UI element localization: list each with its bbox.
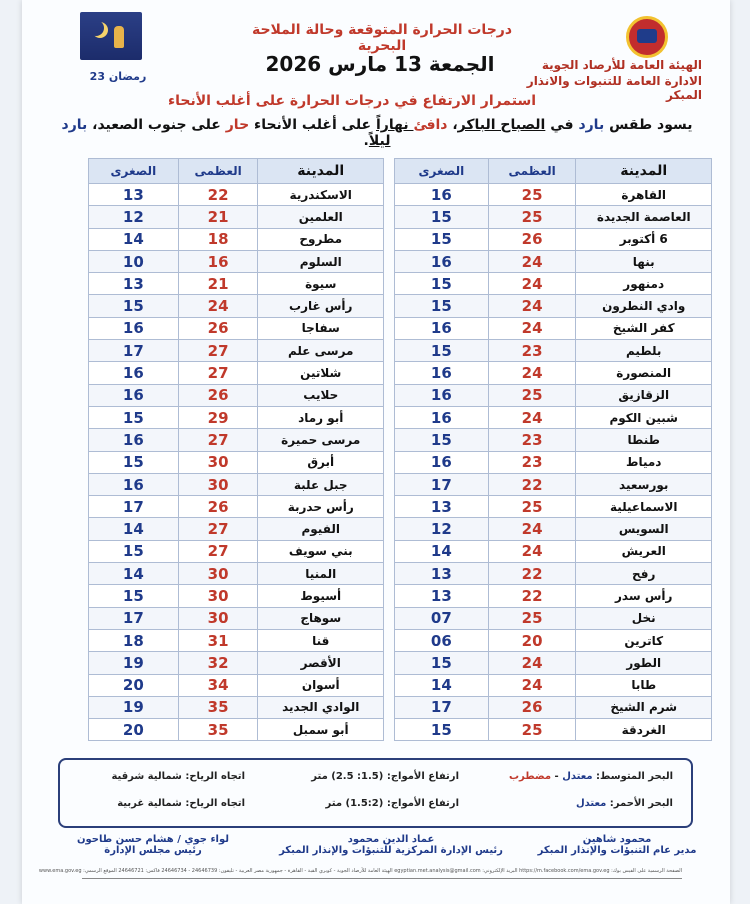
table-row	[89, 652, 384, 674]
min-temp: 20	[89, 674, 179, 696]
table-row	[89, 674, 384, 696]
max-temp: 24	[178, 295, 258, 317]
table-row	[395, 563, 712, 585]
table-row	[89, 473, 384, 495]
table-row	[395, 629, 712, 651]
max-temp: 21	[178, 273, 258, 295]
table-row	[89, 206, 384, 228]
city-name: شلاتين	[258, 362, 384, 384]
table-row	[89, 340, 384, 362]
city-name: كاترين	[576, 629, 712, 651]
table-row	[395, 496, 712, 518]
bulletin-date: الجمعة 13 مارس 2026	[265, 52, 495, 76]
min-temp: 10	[89, 250, 179, 272]
ema-logo	[626, 16, 668, 58]
desc-hot-word: حار	[225, 117, 250, 133]
max-temp: 24	[488, 362, 576, 384]
max-header: العظمى	[488, 159, 576, 184]
right-city-table	[394, 158, 712, 741]
max-temp: 30	[178, 607, 258, 629]
max-temp: 26	[488, 228, 576, 250]
city-name: سيوة	[258, 273, 384, 295]
table-row	[89, 496, 384, 518]
department-name: الادارة العامة للتنبوات والانذار المبكر	[526, 74, 702, 102]
min-temp: 16	[395, 250, 489, 272]
signature-forecast-director	[522, 834, 712, 856]
med-state-rough: مضطرب	[509, 771, 552, 782]
table-row	[395, 429, 712, 451]
city-name: قنا	[258, 629, 384, 651]
min-temp: 15	[89, 406, 179, 428]
city-name: دمياط	[576, 451, 712, 473]
min-temp: 06	[395, 629, 489, 651]
table-row	[395, 406, 712, 428]
city-name: مرسى حميرة	[258, 429, 384, 451]
max-temp: 23	[488, 451, 576, 473]
min-temp: 16	[395, 384, 489, 406]
city-name: 6 أكتوبر	[576, 228, 712, 250]
table-row	[395, 719, 712, 741]
sea-conditions-box	[58, 758, 693, 828]
max-temp: 24	[488, 273, 576, 295]
mediterranean-wind: اتجاه الرياح: شمالية شرقية	[111, 771, 245, 782]
min-temp: 12	[89, 206, 179, 228]
city-name: رأس حدربة	[258, 496, 384, 518]
city-name: مرسى علم	[258, 340, 384, 362]
table-row	[395, 696, 712, 718]
min-temp: 16	[395, 184, 489, 206]
max-temp: 24	[488, 317, 576, 339]
city-name: بورسعيد	[576, 473, 712, 495]
table-row	[395, 206, 712, 228]
min-temp: 15	[89, 295, 179, 317]
city-name: بني سويف	[258, 540, 384, 562]
desc-text: على جنوب الصعيد،	[87, 117, 226, 133]
max-temp: 26	[178, 384, 258, 406]
table-row	[395, 540, 712, 562]
table-row	[89, 719, 384, 741]
city-header: المدينة	[576, 159, 712, 184]
table-header-row	[395, 159, 712, 184]
city-name: أبو رماد	[258, 406, 384, 428]
table-row	[395, 607, 712, 629]
max-temp: 24	[488, 518, 576, 540]
max-temp: 24	[488, 406, 576, 428]
table-row	[395, 384, 712, 406]
max-temp: 20	[488, 629, 576, 651]
city-name: الاسماعيلية	[576, 496, 712, 518]
city-name: العاصمة الجديدة	[576, 206, 712, 228]
red-sea-state-moderate: معتدل	[575, 798, 607, 809]
min-temp: 16	[89, 362, 179, 384]
table-row	[89, 384, 384, 406]
table-row	[395, 317, 712, 339]
min-temp: 16	[89, 429, 179, 451]
table-header-row	[89, 159, 384, 184]
max-header: العظمى	[178, 159, 258, 184]
city-name: شرم الشيخ	[576, 696, 712, 718]
city-name: الزقازيق	[576, 384, 712, 406]
max-temp: 24	[488, 652, 576, 674]
max-temp: 25	[488, 607, 576, 629]
bulletin-page	[22, 0, 730, 904]
desc-warm-word: دافئ	[413, 117, 448, 133]
table-row	[89, 518, 384, 540]
max-temp: 21	[178, 206, 258, 228]
signature-name: لواء جوي / هشام حسن طاحون	[76, 834, 230, 845]
table-row	[89, 362, 384, 384]
table-row	[89, 184, 384, 206]
min-header: الصغرى	[395, 159, 489, 184]
city-name: رفح	[576, 563, 712, 585]
max-temp: 32	[178, 652, 258, 674]
table-row	[89, 273, 384, 295]
desc-text: في	[545, 117, 579, 133]
city-name: المنصورة	[576, 362, 712, 384]
city-name: الاسكندرية	[258, 184, 384, 206]
max-temp: 35	[178, 696, 258, 718]
city-name: مطروح	[258, 228, 384, 250]
max-temp: 16	[178, 250, 258, 272]
table-row	[395, 518, 712, 540]
min-temp: 15	[395, 429, 489, 451]
table-row	[89, 406, 384, 428]
min-header: الصغرى	[89, 159, 179, 184]
footer-contact: الصفحة الرسمية على الفيس بوك: https://m.facebook.com/ema.gov.eg البريد الإلكتروني: egyptian.met.analysis@gmail.com الهيئة العامة للأرصاد الجوية - كوبري القبة - القاهرة - جمهورية مصر العربية - تليفون: 24646739 - 24646734 فاكس: 24646721 الموقع الرسمي: www.ema.gov.eg	[38, 868, 682, 874]
forecast-headline: استمرار الارتفاع في درجات الحرارة على أغلب الأنحاء	[167, 93, 537, 109]
city-name: المنيا	[258, 563, 384, 585]
min-temp: 17	[89, 607, 179, 629]
bulletin-title: درجات الحرارة المتوقعة وحالة الملاحة البحرية	[251, 22, 513, 54]
min-temp: 14	[395, 540, 489, 562]
max-temp: 30	[178, 473, 258, 495]
table-row	[395, 273, 712, 295]
city-name: رأس غارب	[258, 295, 384, 317]
max-temp: 25	[488, 719, 576, 741]
city-name: بنها	[576, 250, 712, 272]
desc-text: يسود طقس	[604, 117, 693, 133]
max-temp: 24	[488, 295, 576, 317]
red-sea-wind: اتجاه الرياح: شمالية غربية	[117, 798, 245, 809]
ema-logo-emblem	[637, 29, 657, 43]
min-temp: 15	[395, 295, 489, 317]
city-name: دمنهور	[576, 273, 712, 295]
hijri-date: 23 رمضان	[89, 70, 147, 83]
min-temp: 15	[395, 340, 489, 362]
min-temp: 19	[89, 652, 179, 674]
table-row	[89, 629, 384, 651]
city-name: الطور	[576, 652, 712, 674]
city-name: العلمين	[258, 206, 384, 228]
desc-night: ليلاً	[368, 133, 391, 149]
min-temp: 14	[89, 518, 179, 540]
city-name: القاهرة	[576, 184, 712, 206]
signature-title: رئيس الإدارة المركزية للتنبؤات والإنذار المبكر	[279, 845, 503, 856]
table-row	[89, 317, 384, 339]
med-sep: -	[551, 771, 563, 782]
signature-central-head	[266, 834, 516, 856]
max-temp: 35	[178, 719, 258, 741]
mediterranean-waves: ارتفاع الأمواج: (1.5: 2.5) متر	[311, 771, 459, 782]
max-temp: 24	[488, 250, 576, 272]
lantern-icon	[114, 26, 124, 48]
city-name: أسيوط	[258, 585, 384, 607]
red-sea-waves: ارتفاع الأمواج: (1.5:2) متر	[325, 798, 459, 809]
min-temp: 15	[395, 719, 489, 741]
table-row	[89, 607, 384, 629]
min-temp: 14	[89, 228, 179, 250]
min-temp: 13	[395, 496, 489, 518]
max-temp: 27	[178, 362, 258, 384]
organization-name: الهيئة العامة للأرصاد الجوية	[541, 58, 702, 72]
min-temp: 17	[89, 496, 179, 518]
max-temp: 22	[488, 563, 576, 585]
city-name: وادي النطرون	[576, 295, 712, 317]
table-row	[395, 340, 712, 362]
min-temp: 18	[89, 629, 179, 651]
signature-name: محمود شاهين	[582, 834, 652, 845]
table-row	[89, 295, 384, 317]
city-name: سوهاج	[258, 607, 384, 629]
table-row	[395, 250, 712, 272]
table-row	[89, 563, 384, 585]
signature-title: مدير عام التنبؤات والإنذار المبكر	[537, 845, 697, 856]
min-temp: 17	[395, 473, 489, 495]
city-name: نخل	[576, 607, 712, 629]
table-row	[89, 228, 384, 250]
ramadan-lantern-image	[80, 12, 142, 60]
min-temp: 15	[395, 206, 489, 228]
signature-chairman	[58, 834, 248, 856]
min-temp: 17	[89, 340, 179, 362]
city-name: جبل علبة	[258, 473, 384, 495]
city-name: طابا	[576, 674, 712, 696]
min-temp: 16	[89, 384, 179, 406]
table-row	[89, 696, 384, 718]
city-name: أبرق	[258, 451, 384, 473]
min-temp: 16	[395, 406, 489, 428]
table-row	[395, 228, 712, 250]
min-temp: 15	[89, 540, 179, 562]
table-row	[395, 295, 712, 317]
red-sea-state	[576, 798, 673, 809]
max-temp: 22	[488, 473, 576, 495]
min-temp: 15	[395, 652, 489, 674]
max-temp: 34	[178, 674, 258, 696]
table-row	[89, 540, 384, 562]
signature-name: عماد الدين محمود	[347, 834, 435, 845]
max-temp: 27	[178, 429, 258, 451]
city-name: الفيوم	[258, 518, 384, 540]
max-temp: 25	[488, 206, 576, 228]
min-temp: 15	[89, 585, 179, 607]
min-temp: 16	[395, 451, 489, 473]
desc-cold-word: بارد	[578, 117, 605, 133]
max-temp: 31	[178, 629, 258, 651]
min-temp: 07	[395, 607, 489, 629]
min-temp: 14	[395, 674, 489, 696]
max-temp: 23	[488, 429, 576, 451]
city-name: كفر الشيخ	[576, 317, 712, 339]
city-name: حلايب	[258, 384, 384, 406]
city-name: رأس سدر	[576, 585, 712, 607]
min-temp: 16	[395, 317, 489, 339]
city-name: أسوان	[258, 674, 384, 696]
max-temp: 22	[178, 184, 258, 206]
max-temp: 30	[178, 563, 258, 585]
min-temp: 16	[89, 317, 179, 339]
table-row	[395, 585, 712, 607]
city-name: السلوم	[258, 250, 384, 272]
max-temp: 26	[488, 696, 576, 718]
min-temp: 20	[89, 719, 179, 741]
max-temp: 25	[488, 496, 576, 518]
max-temp: 26	[178, 496, 258, 518]
desc-text: ،	[447, 117, 458, 133]
table-row	[89, 250, 384, 272]
table-row	[395, 362, 712, 384]
city-name: الأقصر	[258, 652, 384, 674]
crescent-moon-icon	[88, 20, 104, 36]
min-temp: 15	[395, 228, 489, 250]
city-name: بلطيم	[576, 340, 712, 362]
city-name: السويس	[576, 518, 712, 540]
max-temp: 30	[178, 451, 258, 473]
max-temp: 22	[488, 585, 576, 607]
min-temp: 13	[395, 563, 489, 585]
min-temp: 19	[89, 696, 179, 718]
min-temp: 13	[395, 585, 489, 607]
city-name: طنطا	[576, 429, 712, 451]
table-row	[89, 429, 384, 451]
left-city-table	[88, 158, 384, 741]
table-row	[395, 674, 712, 696]
desc-morning: الصباح الباكر	[457, 117, 546, 133]
table-row	[395, 652, 712, 674]
max-temp: 27	[178, 518, 258, 540]
table-row	[395, 473, 712, 495]
min-temp: 12	[395, 518, 489, 540]
min-temp: 16	[89, 473, 179, 495]
footer-rule	[82, 878, 682, 879]
min-temp: 17	[395, 696, 489, 718]
med-label: البحر المتوسط:	[592, 771, 673, 782]
signature-title: رئيس مجلس الإدارة	[104, 845, 202, 856]
desc-cold-word: بارد	[61, 117, 88, 133]
max-temp: 27	[178, 340, 258, 362]
city-header: المدينة	[258, 159, 384, 184]
min-temp: 15	[395, 273, 489, 295]
table-row	[89, 585, 384, 607]
table-row	[89, 451, 384, 473]
city-name: أبو سمبل	[258, 719, 384, 741]
max-temp: 25	[488, 184, 576, 206]
max-temp: 23	[488, 340, 576, 362]
city-name: العريش	[576, 540, 712, 562]
min-temp: 16	[395, 362, 489, 384]
desc-day: نهاراً	[375, 117, 414, 133]
red-sea-label: البحر الأحمر:	[606, 798, 673, 809]
max-temp: 18	[178, 228, 258, 250]
max-temp: 24	[488, 674, 576, 696]
min-temp: 13	[89, 273, 179, 295]
min-temp: 13	[89, 184, 179, 206]
city-name: الغردقة	[576, 719, 712, 741]
mediterranean-state	[509, 771, 673, 782]
max-temp: 25	[488, 384, 576, 406]
max-temp: 30	[178, 585, 258, 607]
city-name: سفاجا	[258, 317, 384, 339]
max-temp: 29	[178, 406, 258, 428]
min-temp: 14	[89, 563, 179, 585]
desc-text: .	[363, 133, 369, 149]
min-temp: 15	[89, 451, 179, 473]
med-state-moderate: معتدل	[562, 771, 593, 782]
weather-description	[52, 117, 702, 149]
city-name: الوادي الجديد	[258, 696, 384, 718]
max-temp: 27	[178, 540, 258, 562]
table-row	[395, 451, 712, 473]
table-row	[395, 184, 712, 206]
desc-text: على أغلب الأنحاء	[249, 117, 376, 133]
max-temp: 24	[488, 540, 576, 562]
max-temp: 26	[178, 317, 258, 339]
city-name: شبين الكوم	[576, 406, 712, 428]
